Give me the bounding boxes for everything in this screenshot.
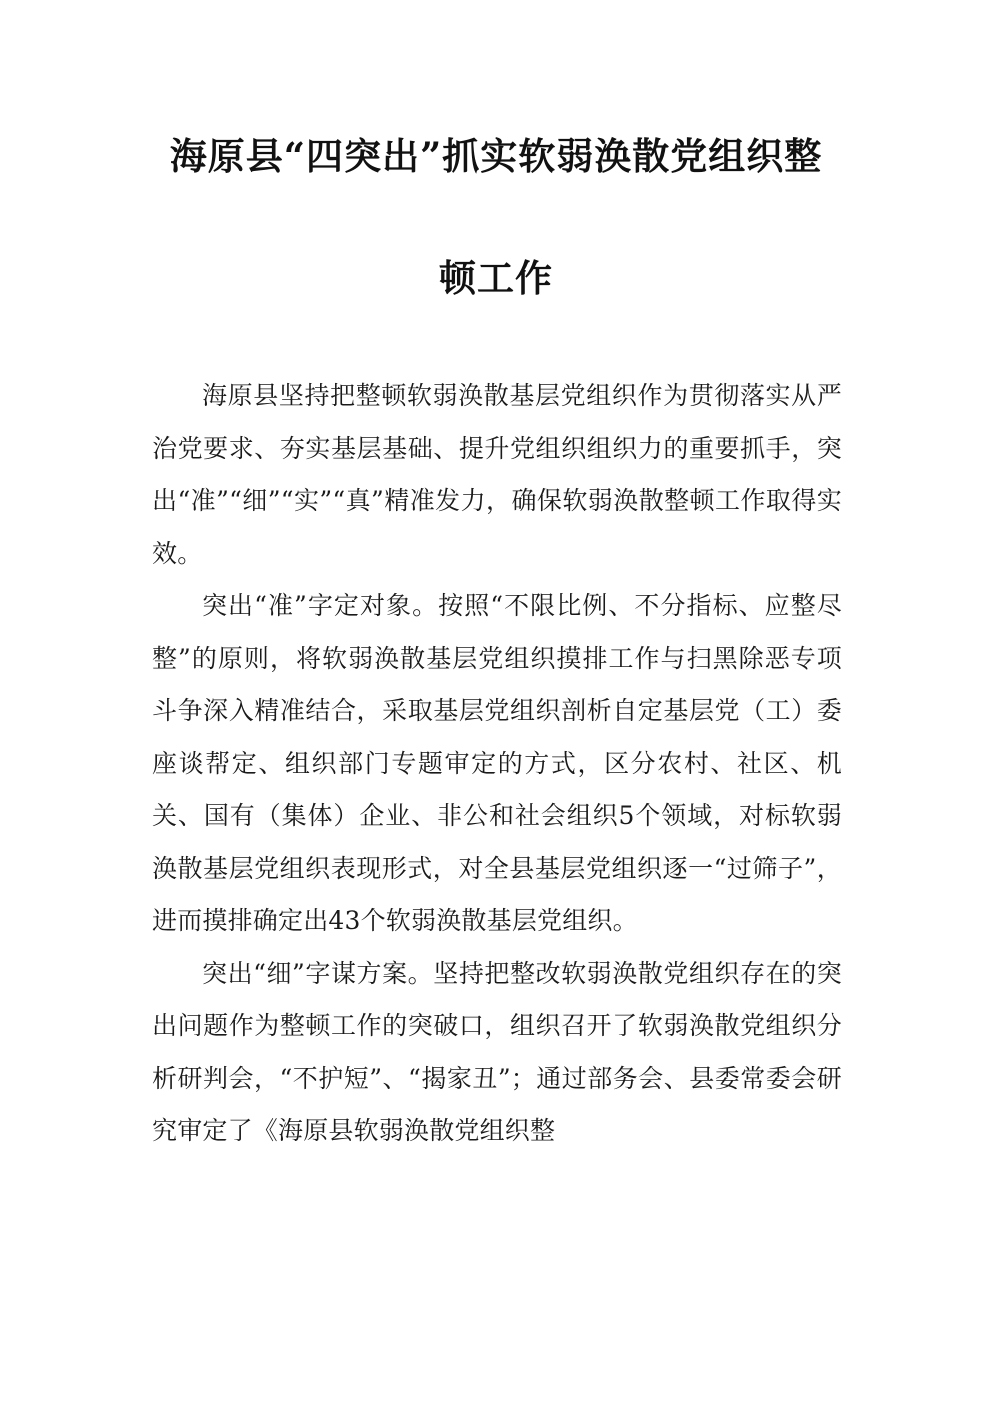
paragraph-zhun: 突出“准”字定对象。按照“不限比例、不分指标、应整尽整”的原则，将软弱涣散基层党组织摸排工作与扫黑除恶专项斗争深入精准结合，采取基层党组织剖析自定基层党（工）委座谈帮定、组织部门专题审定的方式，区分农村、社区、机关、国有（集体）企业、非公和社会组织5个领域，对标软弱涣散基层党组织表现形式，对全县基层党组织逐一“过筛子”，进而摸排确定出43个软弱涣散基层党组织。 [152, 591, 842, 935]
document-title-line-2: 顿工作 [439, 256, 553, 300]
document-body [152, 370, 842, 1158]
document-title-line-1: 海原县“四突出”抓实软弱涣散党组织整 [169, 134, 823, 178]
paragraph-intro: 海原县坚持把整顿软弱涣散基层党组织作为贯彻落实从严治党要求、夯实基层基础、提升党组织组织力的重要抓手，突出“准”“细”“实”“真”精准发力，确保软弱涣散整顿工作取得实效。 [152, 381, 842, 568]
paragraph-xi: 突出“细”字谋方案。坚持把整改软弱涣散党组织存在的突出问题作为整顿工作的突破口，组织召开了软弱涣散党组织分析研判会，“不护短”、“揭家丑”；通过部务会、县委常委会研究审定了《海原县软弱涣散党组织整 [152, 958, 842, 1145]
